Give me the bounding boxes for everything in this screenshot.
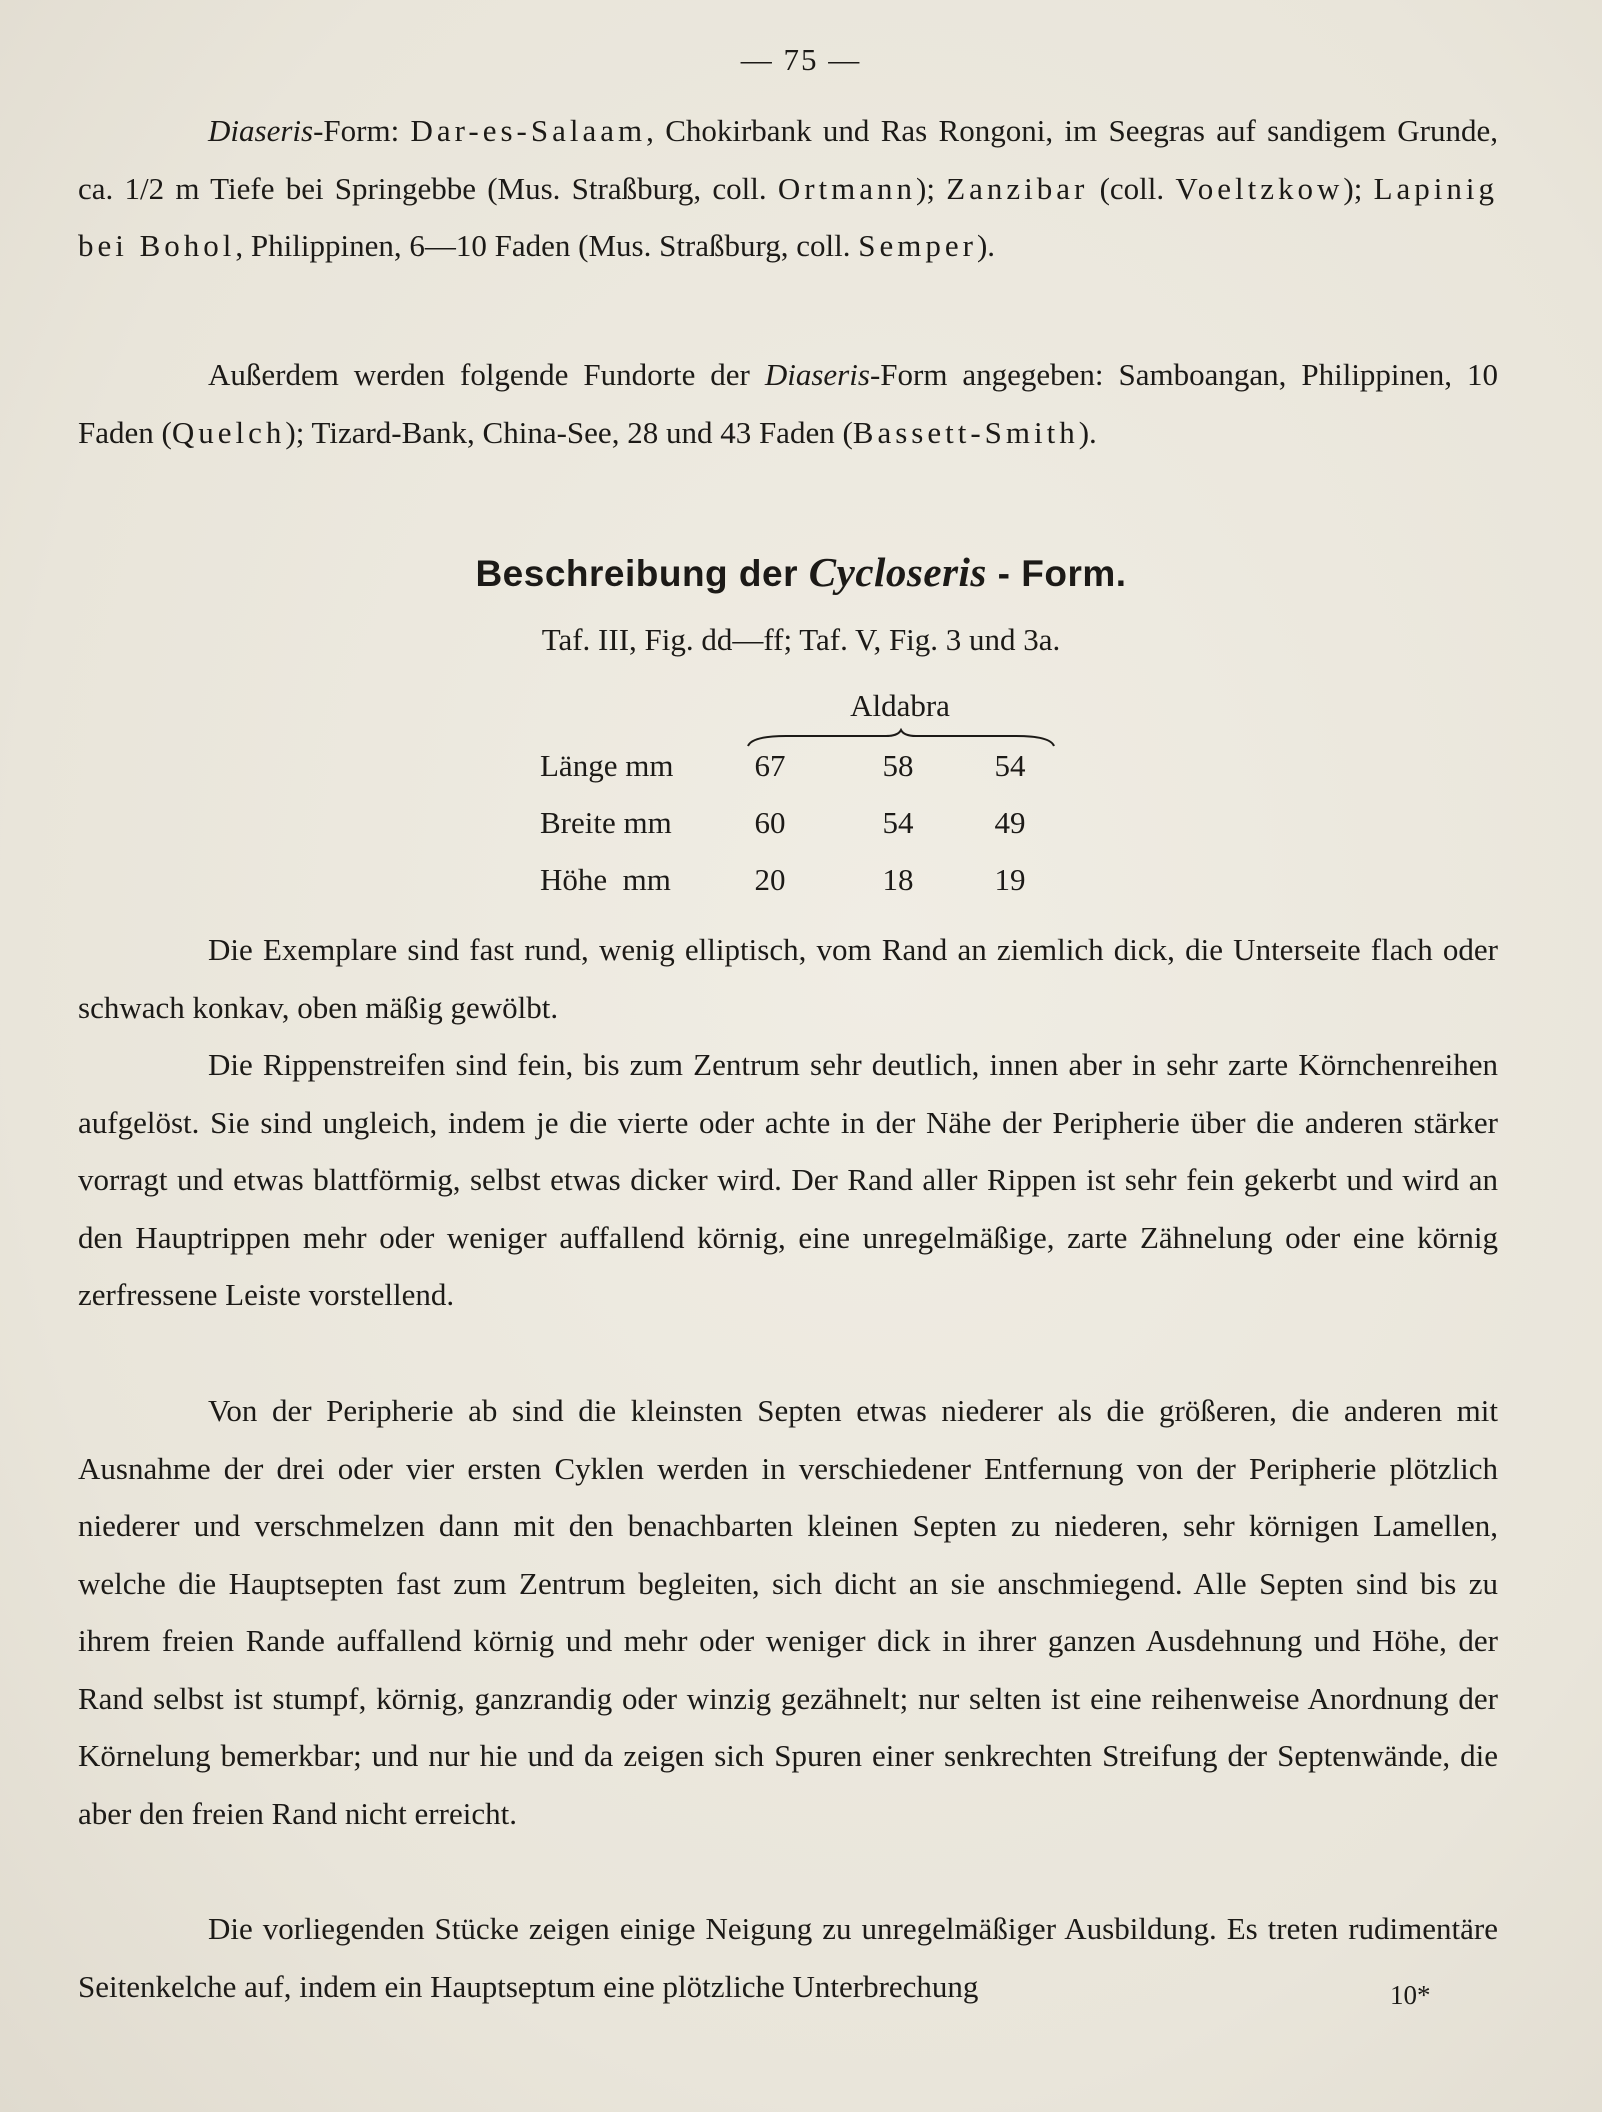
value-cell: 20 [754,862,786,897]
plate-reference: Taf. III, Fig. dd—ff; Taf. V, Fig. 3 und 3a. [541,622,1061,657]
heading-prefix: Beschreibung der [475,553,809,594]
value-cell: 60 [754,805,786,840]
value-cell: 54 [994,748,1026,783]
paragraph-text [78,346,1498,461]
paragraph-irregular [78,1900,1498,2015]
text-run: -Form: [313,113,411,148]
value-cell: 58 [882,748,914,783]
locality-name: Lapinig bei Bohol [78,170,1498,263]
locality-name: Dar-es-Salaam [410,113,647,148]
paragraph-septa [78,1382,1498,1842]
paragraph-text: Die vorliegenden Stücke zeigen einige Neigung zu unregelmäßiger Ausbildung. Es treten rudimentäre Seitenkelche auf, indem ein Hauptseptum eine plötzliche Unterbrechung [78,1911,1498,2004]
paragraph-text: Von der Peripherie ab sind die kleinsten Septen etwas niederer als die größeren, die anderen mit Ausnahme der drei oder vier ersten Cyklen werden in verschiedener Entfernung von der Peripherie plötzlich niederer und verschmelzen dann mit den benachbarten kleinen Septen zu niederen, sehr körnigen Lamellen, welche die Hauptsepten fast zum Zentrum begleiten, sich dicht an sie anschmiegend. Alle Septen sind bis zu ihrem freien Rande auffallend körnig und mehr oder weniger dick in ihrer ganzen Ausdehnung und Höhe, der Rand selbst ist stumpf, körnig, ganzrandig oder winzig gezähnelt; nur selten ist eine reihenweise Anordnung der Körnelung bemerkbar; und nur hie und da zeigen sich Spuren einer senkrechten Streifung der Septenwände, die aber den freien Rand nicht erreicht. [78,1393,1498,1831]
collector-name: Semper [858,228,977,263]
grouping-brace [746,728,1056,750]
text-run: ); [916,170,947,206]
paragraph-ribs [78,1036,1498,1324]
text-run: Außerdem werden folgende Fundorte der [208,357,765,392]
value-cell: 18 [882,862,914,897]
text-run: ); [1343,170,1374,206]
section-heading [0,548,1602,596]
value-cell: 67 [754,748,786,783]
text-run: , Philippinen, 6—10 Faden (Mus. Straßburg, coll. [235,228,859,263]
measurement-row-breite [540,805,1060,845]
measurements-table [540,688,1060,928]
paragraph-localities [78,102,1498,275]
heading-genus: Cycloseris [808,549,987,595]
text-run: ). [1078,414,1097,450]
text-run: ); Tizard-Bank, China-See, 28 und 43 Faden ( [285,414,853,450]
paragraph-shape [78,921,1498,1036]
value-cell: 19 [994,862,1026,897]
collector-name: Bassett-Smith [852,414,1079,450]
paragraph-text [78,102,1498,275]
signature-mark: 10* [1390,1980,1431,2010]
collector-name: Quelch [171,414,286,450]
value-cell: 54 [882,805,914,840]
collector-name: Voeltzkow [1175,170,1344,206]
genus-name: Diaseris [208,113,314,148]
text-run: ). [976,228,996,263]
measurement-row-hoehe [540,862,1060,902]
fraction: 1/2 [124,170,165,206]
value-cell: 49 [994,805,1026,840]
locality-name: Zanzibar [946,170,1089,206]
paragraph-other-localities [78,346,1498,461]
text-run: (coll. [1088,170,1176,206]
location-label: Aldabra [850,688,950,723]
collector-name: Ortmann [777,170,917,206]
text-run: -Form angegeben: Samboangan, Philippinen, 10 Faden ( [78,357,1499,450]
row-label: Höhe mm [540,862,671,897]
measurement-row-laenge [540,748,1060,788]
paragraph-text: Die Exemplare sind fast rund, wenig elliptisch, vom Rand an ziemlich dick, die Unterseite flach oder schwach konkav, oben mäßig gewölbt. [78,932,1498,1025]
row-label: Breite mm [540,805,672,840]
text-run: , Chokirbank und Ras Rongoni, im Seegras auf sandigem Grunde, ca. [78,113,1498,206]
paragraph-text: Die Rippenstreifen sind fein, bis zum Zentrum sehr deutlich, innen aber in sehr zarte Körnchenreihen aufgelöst. Sie sind ungleich, indem je die vierte oder achte in der Nähe der Peripherie über die anderen stärker vorragt und etwas blattförmig, selbst etwas dicker wird. Der Rand aller Rippen ist sehr fein gekerbt und wird an den Hauptrippen mehr oder weniger auffallend körnig, eine unregelmäßige, zarte Zähnelung oder eine körnig zerfressene Leiste vorstellend. [78,1047,1498,1312]
page-number: — 75 — [740,42,862,77]
row-label: Länge mm [540,748,674,783]
heading-suffix: - Form. [986,553,1127,594]
genus-name: Diaseris [764,357,870,392]
text-run: m Tiefe bei Springebbe (Mus. Straßburg, coll. [164,170,778,206]
